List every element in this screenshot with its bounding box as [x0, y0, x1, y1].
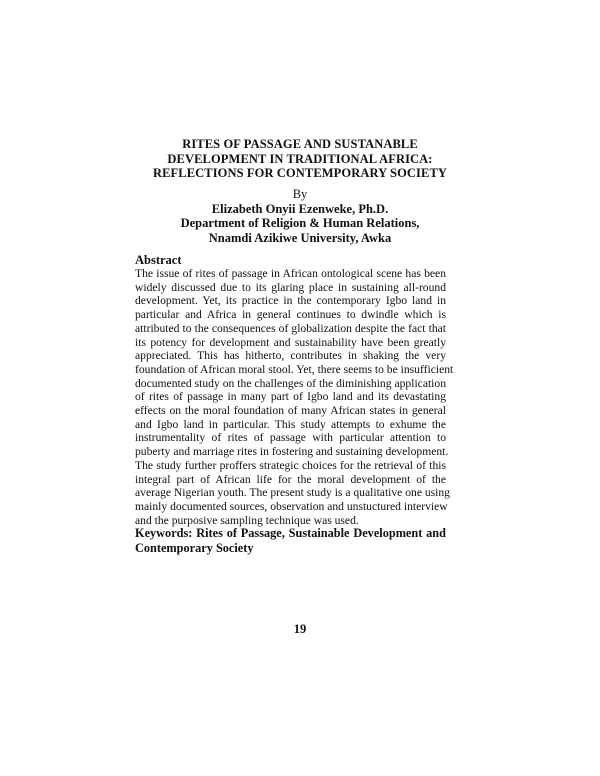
abstract-line: and Igbo land in particular. This study attempts to exhume the [135, 417, 446, 431]
abstract-line: of rites of passage in many part of Igbo land and its devastating [135, 390, 446, 404]
abstract-line: mainly documented sources, observation and unstuctured interview [135, 499, 448, 513]
abstract-line: its potency for development and sustainability have been greatly [135, 335, 446, 349]
author-name: Elizabeth Onyii Ezenweke, Ph.D. [211, 201, 389, 216]
abstract-section [135, 253, 454, 527]
by-label: By [292, 187, 308, 201]
keywords-line: Keywords: Rites of Passage, Sustainable Development and [135, 526, 446, 540]
keywords-section [135, 526, 446, 556]
author-institution: Nnamdi Azikiwe University, Awka [208, 230, 392, 245]
abstract-line: development. Yet, its practice in the contemporary Igbo land in [135, 294, 446, 308]
abstract-line: appreciated. This has hitherto, contributes in shaking the very [135, 349, 446, 363]
abstract-line: instrumentality of rites of passage with particular attention to [135, 431, 446, 445]
abstract-line: integral part of African life for the moral development of the [135, 472, 446, 486]
abstract-line: The issue of rites of passage in African ontological scene has been [135, 267, 446, 280]
abstract-line: effects on the moral foundation of many African states in general [135, 404, 446, 418]
keywords-line: Contemporary Society [135, 541, 254, 555]
page-number: 19 [293, 622, 307, 636]
paper-title [0, 137, 600, 181]
abstract-line: and the purposive sampling technique was used. [135, 513, 359, 527]
title-line: REFLECTIONS FOR CONTEMPORARY SOCIETY [152, 166, 448, 180]
author-block [0, 187, 600, 245]
abstract-line: foundation of African moral stool. Yet, there seems to be insufficient [135, 362, 454, 376]
abstract-line: particular and Africa in general continues to dwindle which is [135, 308, 446, 322]
abstract-line: puberty and marriage rites in fostering and sustaining development. [135, 445, 449, 459]
title-line: RITES OF PASSAGE AND SUSTANABLE [182, 137, 418, 151]
abstract-line: average Nigerian youth. The present study is a qualitative one using [135, 486, 450, 500]
abstract-line: The study further proffers strategic choices for the retrieval of this [135, 458, 446, 472]
abstract-line: widely discussed due to its glaring place in sustaining all-round [135, 280, 446, 294]
author-department: Department of Religion & Human Relations, [180, 216, 420, 230]
title-line: DEVELOPMENT IN TRADITIONAL AFRICA: [167, 151, 433, 166]
abstract-body [135, 267, 454, 527]
abstract-heading: Abstract [135, 253, 182, 267]
abstract-line: documented study on the challenges of the diminishing application [135, 376, 446, 390]
abstract-line: attributed to the consequences of globalization despite the fact that [135, 321, 446, 335]
